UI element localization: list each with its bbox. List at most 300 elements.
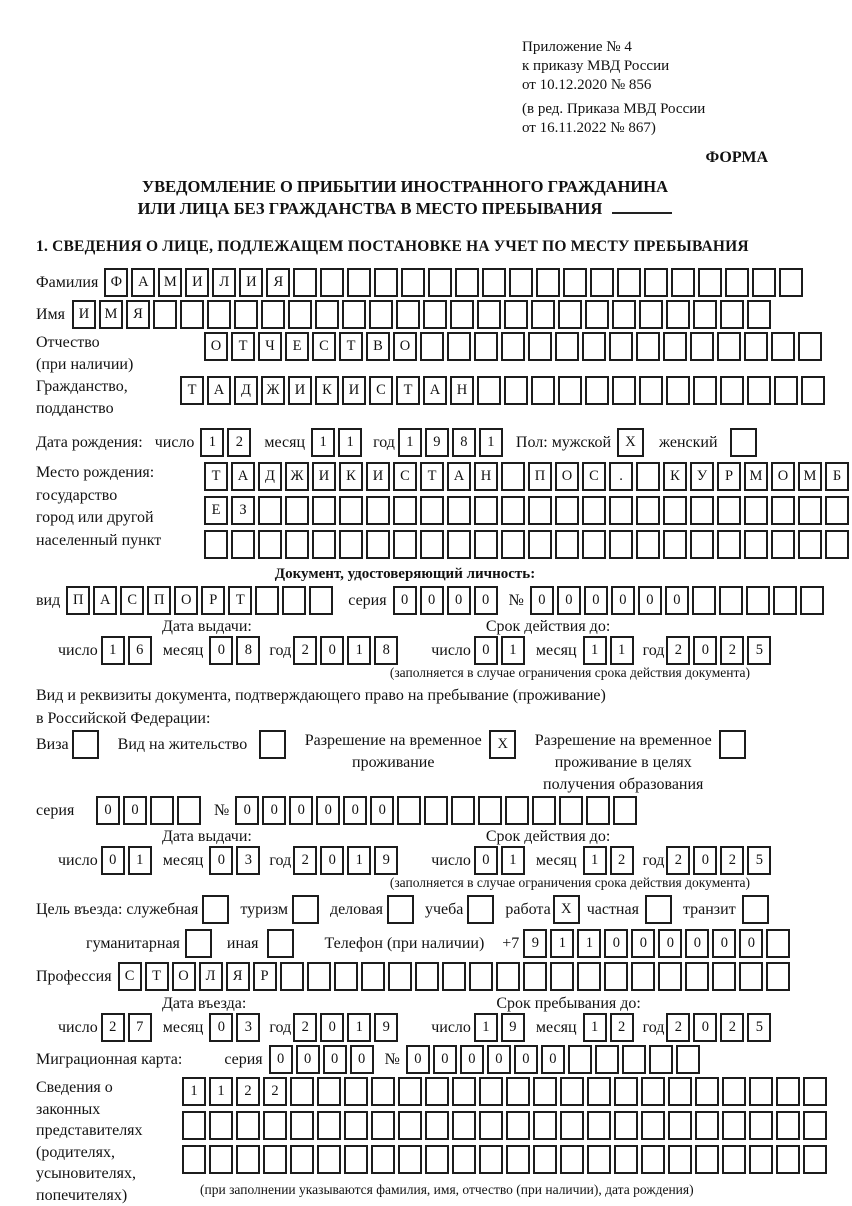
form-cell — [425, 1111, 449, 1140]
form-cell — [568, 1045, 592, 1074]
form-cell — [477, 300, 501, 329]
form-cell — [401, 268, 425, 297]
form-cell — [550, 962, 574, 991]
form-cell: У — [690, 462, 714, 491]
study-label: учеба — [425, 901, 463, 919]
form-cell: П — [147, 586, 171, 615]
form-cell — [641, 1077, 665, 1106]
form-cell: К — [339, 462, 363, 491]
form-cell: И — [72, 300, 96, 329]
form-cell — [72, 730, 99, 759]
form-cell: С — [118, 962, 142, 991]
form-cell — [798, 530, 822, 559]
form-cell: И — [342, 376, 366, 405]
form-cell: 1 — [583, 846, 607, 875]
stay-year-cells — [666, 1013, 774, 1042]
representatives-label-line: попечителях) — [36, 1185, 182, 1206]
form-cell: 0 — [101, 846, 125, 875]
humanitarian-label: гуманитарная — [86, 935, 180, 953]
doc-kind-row — [36, 586, 774, 615]
form-cell: 1 — [182, 1077, 206, 1106]
form-cell: К — [663, 462, 687, 491]
form-cell: 0 — [350, 1045, 374, 1074]
day-label: число — [431, 1019, 471, 1037]
form-cell: В — [366, 332, 390, 361]
form-cell — [293, 268, 317, 297]
form-cell — [263, 1145, 287, 1174]
form-cell — [344, 1111, 368, 1140]
form-cell — [636, 462, 660, 491]
form-cell: Я — [266, 268, 290, 297]
permit-valid-until-label: Срок действия до: — [486, 828, 610, 846]
permit-valid-note: (заполняется в случае ограничения срока действия документа) — [36, 875, 774, 891]
permit-issue-month-cells — [209, 846, 263, 875]
form-cell: 0 — [289, 796, 313, 825]
form-cell: 1 — [101, 636, 125, 665]
form-cell: 0 — [420, 586, 444, 615]
form-cell — [609, 496, 633, 525]
form-cell: Е — [204, 496, 228, 525]
entry-month-cells — [209, 1013, 263, 1042]
form-cell: 0 — [320, 846, 344, 875]
form-cell — [447, 496, 471, 525]
form-cell — [604, 962, 628, 991]
form-cell: 1 — [577, 929, 601, 958]
form-cell — [695, 1077, 719, 1106]
form-cell — [719, 586, 743, 615]
permit-issue-year-cells — [293, 846, 401, 875]
patronymic-label-line: Отчество — [36, 332, 204, 354]
form-cell — [285, 530, 309, 559]
form-cell: 5 — [747, 1013, 771, 1042]
form-cell — [622, 1045, 646, 1074]
entry-day-cells — [101, 1013, 155, 1042]
form-cell: О — [174, 586, 198, 615]
official-checkbox — [202, 895, 232, 924]
form-cell — [474, 530, 498, 559]
form-cell — [477, 376, 501, 405]
form-cell: 1 — [474, 1013, 498, 1042]
entry-date-label: Дата въезда: — [162, 995, 246, 1013]
form-cell — [668, 1111, 692, 1140]
form-cell — [536, 268, 560, 297]
form-cell — [504, 376, 528, 405]
form-cell — [469, 962, 493, 991]
entry-date-labels-row — [36, 995, 774, 1013]
form-cell: 0 — [604, 929, 628, 958]
form-cell — [258, 496, 282, 525]
form-cell: Ж — [261, 376, 285, 405]
entry-purpose-row — [36, 895, 774, 924]
representatives-label-line: представителях — [36, 1120, 182, 1142]
form-cell: 0 — [530, 586, 554, 615]
blank-underline — [612, 212, 672, 214]
form-cell: О — [204, 332, 228, 361]
form-cell: Л — [199, 962, 223, 991]
form-cell — [746, 586, 770, 615]
sex-male-label: Пол: мужской — [516, 434, 611, 452]
patronymic-label-line: (при наличии) — [36, 354, 204, 376]
form-cell — [717, 496, 741, 525]
form-cell — [612, 376, 636, 405]
form-cell: 0 — [447, 586, 471, 615]
form-cell — [455, 268, 479, 297]
day-label: число — [58, 1019, 98, 1037]
migration-card-row — [36, 1045, 774, 1074]
year-label: год — [269, 1019, 291, 1037]
migration-card-label: Миграционная карта: — [36, 1051, 182, 1069]
year-label: год — [643, 642, 665, 660]
doc-kind-cells — [66, 586, 336, 615]
form-cell — [344, 1077, 368, 1106]
form-cell — [347, 268, 371, 297]
day-label: число — [58, 852, 98, 870]
doc-valid-month-cells — [583, 636, 637, 665]
form-cell — [317, 1077, 341, 1106]
doc-date-labels-row — [36, 618, 774, 636]
form-cell — [690, 496, 714, 525]
birth-month-cells — [311, 428, 365, 457]
form-cell — [587, 1145, 611, 1174]
form-cell — [261, 300, 285, 329]
form-cell — [447, 332, 471, 361]
form-cell: 0 — [323, 1045, 347, 1074]
form-cell — [317, 1111, 341, 1140]
form-cell — [452, 1145, 476, 1174]
form-cell — [577, 962, 601, 991]
form-cell — [393, 530, 417, 559]
form-cell — [747, 376, 771, 405]
form-cell — [558, 300, 582, 329]
form-cell: Л — [212, 268, 236, 297]
form-cell — [366, 530, 390, 559]
form-cell — [744, 332, 768, 361]
form-cell: 1 — [128, 846, 152, 875]
form-cell: 0 — [433, 1045, 457, 1074]
permit-series-label: серия — [36, 802, 90, 820]
form-cell: 0 — [370, 796, 394, 825]
form-cell: 2 — [263, 1077, 287, 1106]
form-cell — [825, 496, 849, 525]
form-cell — [182, 1145, 206, 1174]
form-cell — [509, 268, 533, 297]
form-cell — [317, 1145, 341, 1174]
form-cell — [185, 929, 212, 958]
form-cell: 0 — [693, 1013, 717, 1042]
citizenship-label-line: подданство — [36, 398, 180, 420]
form-cell: С — [393, 462, 417, 491]
form-cell — [482, 268, 506, 297]
birth-place-block — [36, 462, 774, 564]
birth-place-cells — [204, 462, 852, 564]
profession-label: Профессия — [36, 968, 112, 986]
surname-row — [36, 268, 774, 297]
form-cell — [398, 1111, 422, 1140]
form-cell: 2 — [293, 846, 317, 875]
form-cell — [447, 530, 471, 559]
form-cell — [692, 586, 716, 615]
form-cell: П — [66, 586, 90, 615]
birth-place-row3 — [204, 530, 852, 559]
title-line1: УВЕДОМЛЕНИЕ О ПРИБЫТИИ ИНОСТРАННОГО ГРАЖДАНИНА — [36, 176, 774, 198]
form-cell — [766, 929, 790, 958]
form-cell — [690, 530, 714, 559]
form-cell: Е — [285, 332, 309, 361]
form-cell: 0 — [320, 636, 344, 665]
form-cell: 2 — [666, 636, 690, 665]
temp-permit-edu-checkbox — [719, 730, 749, 759]
phone-prefix: +7 — [502, 935, 519, 953]
birth-place-label — [36, 462, 204, 552]
form-cell — [292, 895, 319, 924]
form-cell — [717, 332, 741, 361]
form-cell — [614, 1077, 638, 1106]
day-label: число — [431, 852, 471, 870]
form-cell: 0 — [460, 1045, 484, 1074]
form-cell — [231, 530, 255, 559]
form-cell — [415, 962, 439, 991]
entry-dates-row — [36, 1013, 774, 1042]
ref-line: Приложение № 4 — [522, 38, 774, 57]
form-cell: 1 — [209, 1077, 233, 1106]
form-cell: А — [131, 268, 155, 297]
name-row — [36, 300, 774, 329]
form-cell — [722, 1145, 746, 1174]
temp-permit-edu-label — [531, 730, 715, 796]
form-cell — [236, 1111, 260, 1140]
form-cell: 0 — [487, 1045, 511, 1074]
representatives-row3 — [182, 1145, 830, 1174]
form-cell: 0 — [631, 929, 655, 958]
form-cell — [555, 530, 579, 559]
profession-row — [36, 962, 774, 991]
doc-valid-note: (заполняется в случае ограничения срока действия документа) — [36, 665, 774, 681]
form-cell: 9 — [523, 929, 547, 958]
ref-line: от 16.11.2022 № 867) — [522, 119, 774, 138]
form-cell: 1 — [311, 428, 335, 457]
doc-series-label: серия — [348, 592, 386, 610]
form-cell — [523, 962, 547, 991]
form-cell: О — [555, 462, 579, 491]
form-cell: 6 — [128, 636, 152, 665]
other-checkbox — [267, 929, 297, 958]
form-cell: Н — [450, 376, 474, 405]
form-cell — [742, 895, 769, 924]
form-cell — [398, 1145, 422, 1174]
migration-number-cells — [406, 1045, 703, 1074]
form-cell — [479, 1077, 503, 1106]
form-cell — [366, 496, 390, 525]
form-cell — [752, 268, 776, 297]
form-cell: Я — [226, 962, 250, 991]
form-cell: 2 — [720, 636, 744, 665]
form-cell — [666, 300, 690, 329]
form-cell: 0 — [541, 1045, 565, 1074]
purpose-row2 — [36, 929, 774, 958]
citizenship-label-line: Гражданство, — [36, 376, 180, 398]
form-cell: 3 — [236, 1013, 260, 1042]
form-cell — [528, 332, 552, 361]
form-cell: Б — [825, 462, 849, 491]
form-cell: 0 — [262, 796, 286, 825]
permit-number-label: № — [214, 802, 229, 820]
form-cell — [255, 586, 279, 615]
form-cell: 1 — [550, 929, 574, 958]
representatives-row2 — [182, 1111, 830, 1140]
form-cell: X — [617, 428, 644, 457]
form-cell — [555, 496, 579, 525]
form-cell — [258, 530, 282, 559]
doc-issue-year-cells — [293, 636, 401, 665]
form-cell: 2 — [293, 636, 317, 665]
form-cell: Ч — [258, 332, 282, 361]
form-cell: 0 — [693, 636, 717, 665]
day-label: число — [431, 642, 471, 660]
form-cell: А — [447, 462, 471, 491]
form-cell — [371, 1145, 395, 1174]
form-cell — [663, 496, 687, 525]
form-cell: К — [315, 376, 339, 405]
form-cell: М — [798, 462, 822, 491]
form-cell — [695, 1145, 719, 1174]
form-cell — [450, 300, 474, 329]
form-cell — [420, 530, 444, 559]
form-cell — [644, 268, 668, 297]
ref-line: (в ред. Приказа МВД России — [522, 100, 774, 119]
form-cell: Я — [126, 300, 150, 329]
form-cell — [209, 1111, 233, 1140]
temp-permit-label — [303, 730, 483, 774]
form-cell — [177, 796, 201, 825]
form-cell — [676, 1045, 700, 1074]
doc-valid-year-cells — [666, 636, 774, 665]
form-cell: 1 — [347, 846, 371, 875]
representatives-label-line: (родителях, — [36, 1142, 182, 1164]
name-label: Имя — [36, 306, 66, 324]
private-checkbox — [645, 895, 675, 924]
form-cell — [153, 300, 177, 329]
form-cell: 9 — [501, 1013, 525, 1042]
form-cell — [533, 1077, 557, 1106]
form-cell — [374, 268, 398, 297]
month-label: месяц — [536, 642, 577, 660]
form-cell — [285, 496, 309, 525]
forma-label: ФОРМА — [36, 149, 774, 167]
form-cell — [803, 1077, 827, 1106]
form-cell — [234, 300, 258, 329]
form-cell — [290, 1111, 314, 1140]
form-cell: 0 — [316, 796, 340, 825]
birth-place-label-line: город или другой — [36, 507, 204, 530]
form-cell — [636, 496, 660, 525]
form-cell — [320, 268, 344, 297]
form-cell: 1 — [583, 636, 607, 665]
representatives-label-line: усыновителях, — [36, 1163, 182, 1185]
patronymic-cells — [204, 332, 825, 361]
birth-year-cells — [398, 428, 506, 457]
form-cell — [641, 1111, 665, 1140]
permit-valid-day-cells — [474, 846, 528, 875]
form-cell — [180, 300, 204, 329]
residence-permit-checkbox — [259, 730, 289, 759]
form-cell — [282, 586, 306, 615]
form-cell: Ж — [285, 462, 309, 491]
residence-doc-types-row — [36, 730, 774, 796]
form-cell: О — [393, 332, 417, 361]
form-cell — [263, 1111, 287, 1140]
month-label: месяц — [264, 434, 305, 452]
form-cell — [315, 300, 339, 329]
form-cell — [720, 300, 744, 329]
form-cell — [204, 530, 228, 559]
doc-issue-date-label: Дата выдачи: — [162, 618, 252, 636]
form-cell — [369, 300, 393, 329]
form-cell: 0 — [584, 586, 608, 615]
form-cell: 0 — [665, 586, 689, 615]
stay-month-cells — [583, 1013, 637, 1042]
form-cell: 2 — [666, 1013, 690, 1042]
form-cell: О — [771, 462, 795, 491]
form-cell: 0 — [235, 796, 259, 825]
form-cell — [771, 332, 795, 361]
form-cell — [663, 530, 687, 559]
form-cell: 8 — [374, 636, 398, 665]
form-cell — [528, 530, 552, 559]
form-cell: 2 — [666, 846, 690, 875]
ref-line: от 10.12.2020 № 856 — [522, 76, 774, 95]
form-cell — [631, 962, 655, 991]
form-cell — [558, 376, 582, 405]
form-cell — [528, 496, 552, 525]
form-cell: 0 — [343, 796, 367, 825]
form-cell — [609, 530, 633, 559]
form-cell: И — [288, 376, 312, 405]
doc-dates-row — [36, 636, 774, 665]
form-cell: X — [489, 730, 516, 759]
form-cell — [451, 796, 475, 825]
year-label: год — [269, 642, 291, 660]
form-cell — [641, 1145, 665, 1174]
temp-permit-label-line: проживание — [303, 752, 483, 774]
form-cell: Р — [253, 962, 277, 991]
form-cell — [798, 496, 822, 525]
transit-checkbox — [742, 895, 772, 924]
form-cell: Р — [717, 462, 741, 491]
form-cell — [749, 1077, 773, 1106]
form-cell: 0 — [209, 846, 233, 875]
form-cell — [798, 332, 822, 361]
form-cell — [207, 300, 231, 329]
form-cell — [695, 1111, 719, 1140]
form-cell: 1 — [338, 428, 362, 457]
form-cell — [614, 1145, 638, 1174]
phone-cells — [523, 929, 793, 958]
form-cell: М — [158, 268, 182, 297]
form-cell — [506, 1077, 530, 1106]
identity-doc-heading: Документ, удостоверяющий личность: — [36, 566, 774, 583]
form-cell: 0 — [474, 586, 498, 615]
birth-date-label: Дата рождения: — [36, 434, 143, 452]
form-cell: А — [207, 376, 231, 405]
birth-place-label-line: населенный пункт — [36, 530, 204, 553]
form-cell: Т — [180, 376, 204, 405]
form-cell — [479, 1111, 503, 1140]
form-cell — [776, 1077, 800, 1106]
form-cell — [398, 1077, 422, 1106]
form-cell: Т — [145, 962, 169, 991]
form-cell — [720, 376, 744, 405]
form-cell: 0 — [557, 586, 581, 615]
